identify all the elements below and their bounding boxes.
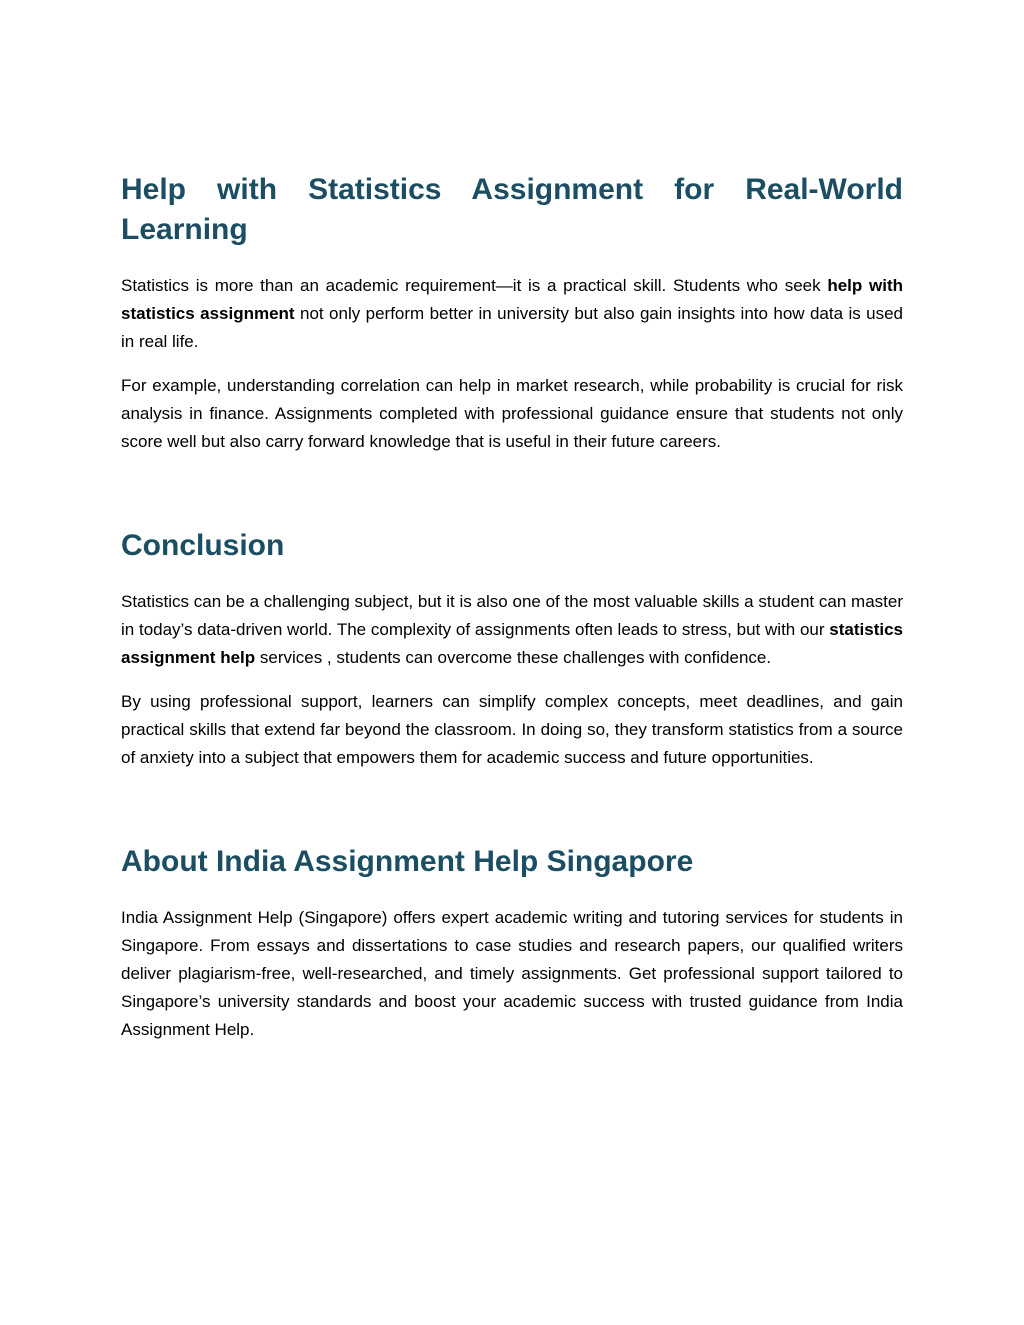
section-heading-about: About India Assignment Help Singapore — [121, 845, 694, 878]
bold-keyword: help with statistics assignment — [121, 276, 903, 323]
section-heading-conclusion: Conclusion — [121, 529, 285, 562]
document-page — [121, 0, 903, 1044]
bold-keyword: statistics assignment help — [121, 620, 903, 667]
paragraph-text: Statistics can be a challenging subject, but it is also one of the most valuable skills a student can master in today’s data-driven world. The complexity of assignments often leads to stress, but with our — [121, 592, 903, 639]
page-title: Help with Statistics Assignment for Real-World Learning — [121, 173, 903, 246]
paragraph — [121, 372, 903, 456]
paragraph — [121, 272, 903, 356]
paragraph-text: services , students can overcome these challenges with confidence. — [255, 648, 772, 667]
paragraph-text: India Assignment Help (Singapore) offers expert academic writing and tutoring services for students in Singapore. From essays and dissertations to case studies and research papers, our qualified writers deliver plagiarism-free, well-researched, and timely assignments. Get professional support tailored to Singapore’s university standards and boost your academic success with trusted guidance from India Assignment Help. — [121, 908, 903, 1039]
paragraph — [121, 588, 903, 672]
paragraph-text: not only perform better in university but also gain insights into how data is used in real life. — [121, 304, 903, 351]
paragraph-text: Statistics is more than an academic requirement—it is a practical skill. Students who seek — [121, 276, 828, 295]
paragraph — [121, 688, 903, 772]
paragraph-text: For example, understanding correlation can help in market research, while probability is crucial for risk analysis in finance. Assignments completed with professional guidance ensure that students not only score well but also carry forward knowledge that is useful in their future careers. — [121, 376, 903, 451]
paragraph — [121, 904, 903, 1044]
paragraph-text: By using professional support, learners can simplify complex concepts, meet deadlines, and gain practical skills that extend far beyond the classroom. In doing so, they transform statistics from a source of anxiety into a subject that empowers them for academic success and future opportunities. — [121, 692, 903, 767]
